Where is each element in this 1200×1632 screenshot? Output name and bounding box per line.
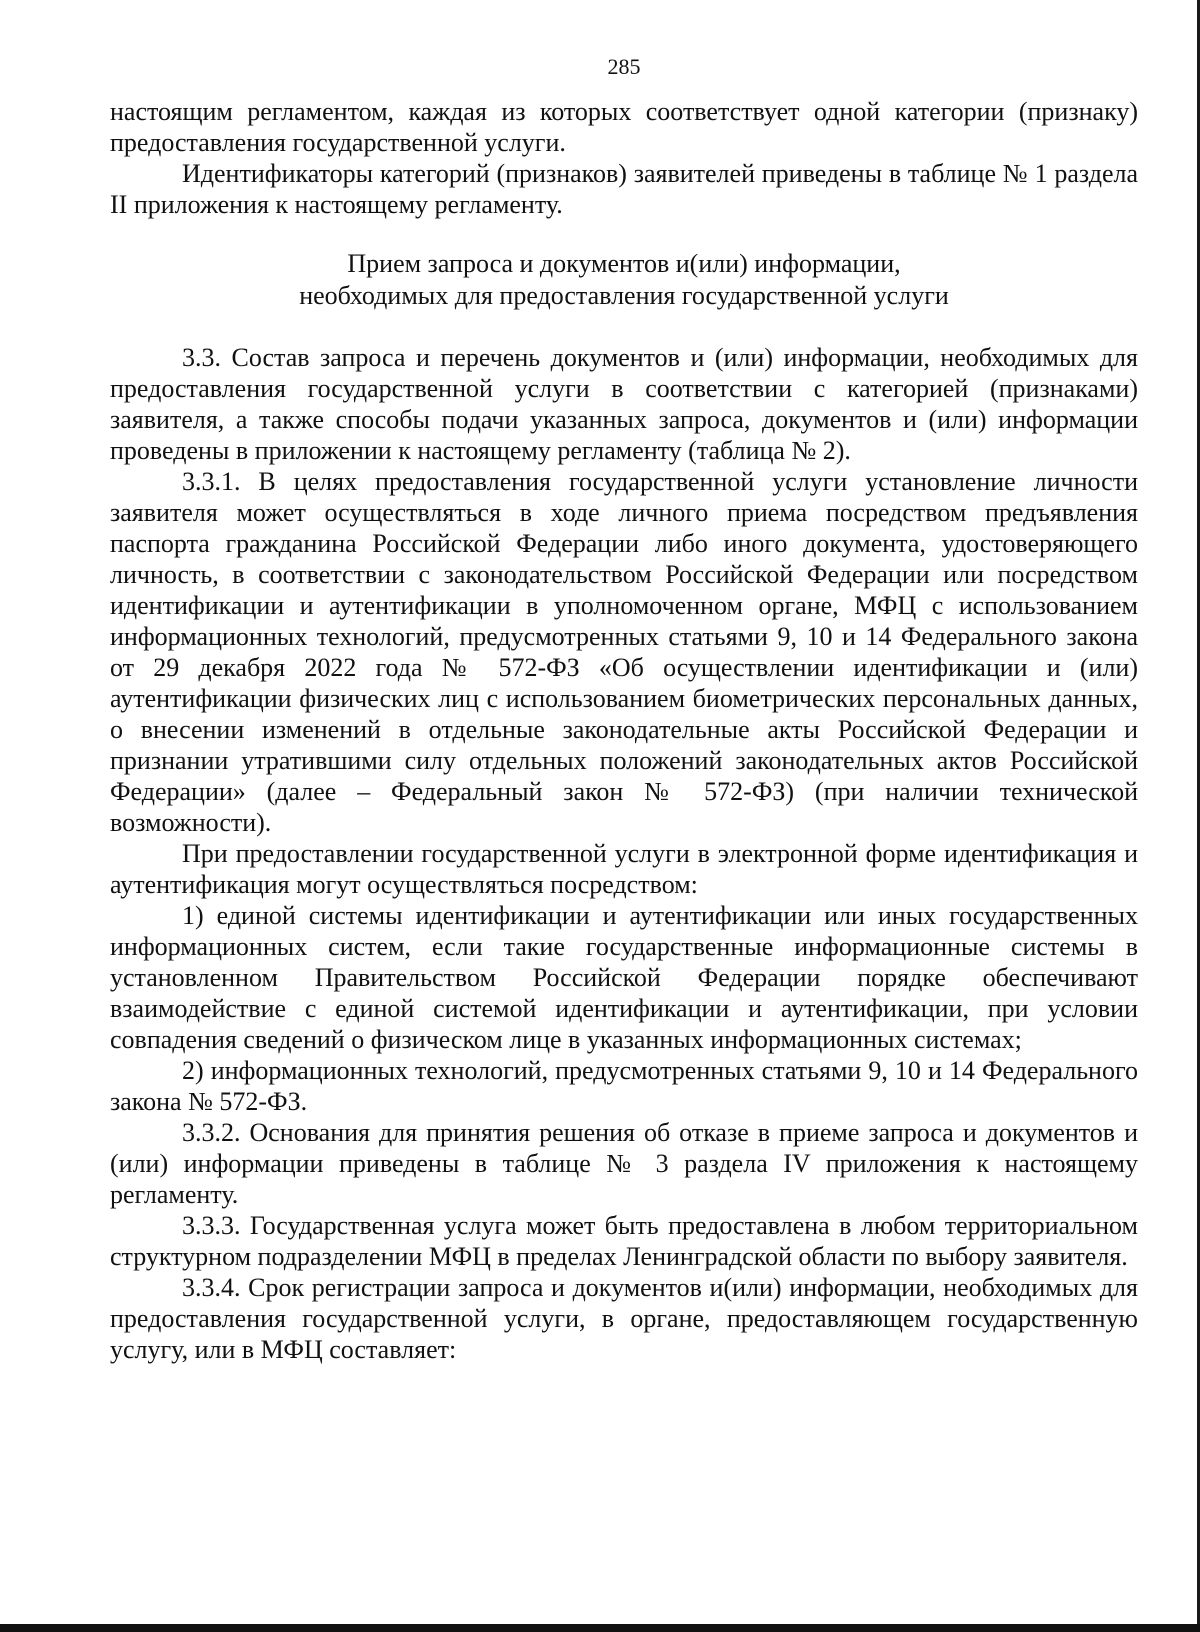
list-item-1: 1) единой системы идентификации и аутентификации или иных государственных информационных систем, если такие государственные информационные системы в установленном Правительством Российской Федерации порядке обеспечивают взаимодействие с единой системой идентификации и аутентификации, при условии совпадения сведений о физическом лице в указанных информационных системах; bbox=[110, 901, 1138, 1054]
paragraph-3-3-4: 3.3.4. Срок регистрации запроса и документов и(или) информации, необходимых для предоставления государственной услуги, в органе, предоставляющем государственную услугу, или в МФЦ составляет: bbox=[110, 1273, 1138, 1364]
document-page bbox=[110, 52, 1138, 1365]
scan-edge-bottom bbox=[0, 1624, 1200, 1632]
paragraph-3-3-3: 3.3.3. Государственная услуга может быть предоставлена в любом территориальном структурном подразделении МФЦ в пределах Ленинградской области по выбору заявителя. bbox=[110, 1211, 1138, 1271]
section-heading-line-1: Прием запроса и документов и(или) информации, bbox=[347, 249, 901, 278]
paragraph-3-3-2: 3.3.2. Основания для принятия решения об отказе в приеме запроса и документов и (или) информации приведены в таблице № 3 раздела IV приложения к настоящему регламенту. bbox=[110, 1118, 1138, 1209]
intro-paragraph-identifiers: Идентификаторы категорий (признаков) заявителей приведены в таблице № 1 раздела II приложения к настоящему регламенту. bbox=[110, 159, 1138, 219]
intro-paragraph-continued: настоящим регламентом, каждая из которых соответствует одной категории (признаку) предоставления государственной услуги. bbox=[110, 97, 1138, 157]
paragraph-electronic-form: При предоставлении государственной услуги в электронной форме идентификация и аутентификация могут осуществляться посредством: bbox=[110, 839, 1138, 899]
paragraph-3-3: 3.3. Состав запроса и перечень документов и (или) информации, необходимых для предоставления государственной услуги в соответствии с категорией (признаками) заявителя, а также способы подачи указанных запроса, документов и (или) информации проведены в приложении к настоящему регламенту (таблица № 2). bbox=[110, 343, 1138, 465]
page-number: 285 bbox=[607, 54, 641, 79]
list-item-2: 2) информационных технологий, предусмотренных статьями 9, 10 и 14 Федерального закона № 572-ФЗ. bbox=[110, 1056, 1138, 1116]
section-heading bbox=[110, 248, 1138, 312]
section-heading-line-2: необходимых для предоставления государственной услуги bbox=[299, 281, 949, 310]
paragraph-3-3-1: 3.3.1. В целях предоставления государственной услуги установление личности заявителя может осуществляться в ходе личного приема посредством предъявления паспорта гражданина Российской Федерации либо иного документа, удостоверяющего личность, в соответствии с законодательством Российской Федерации или посредством идентификации и аутентификации в уполномоченном органе, МФЦ с использованием информационных технологий, предусмотренных статьями 9, 10 и 14 Федерального закона от 29 декабря 2022 года № 572-ФЗ «Об осуществлении идентификации и (или) аутентификации физических лиц с использованием биометрических персональных данных, о внесении изменений в отдельные законодательные акты Российской Федерации и признании утратившими силу отдельных положений законодательных актов Российской Федерации» (далее – Федеральный закон № 572-ФЗ) (при наличии технической возможности). bbox=[110, 467, 1138, 837]
